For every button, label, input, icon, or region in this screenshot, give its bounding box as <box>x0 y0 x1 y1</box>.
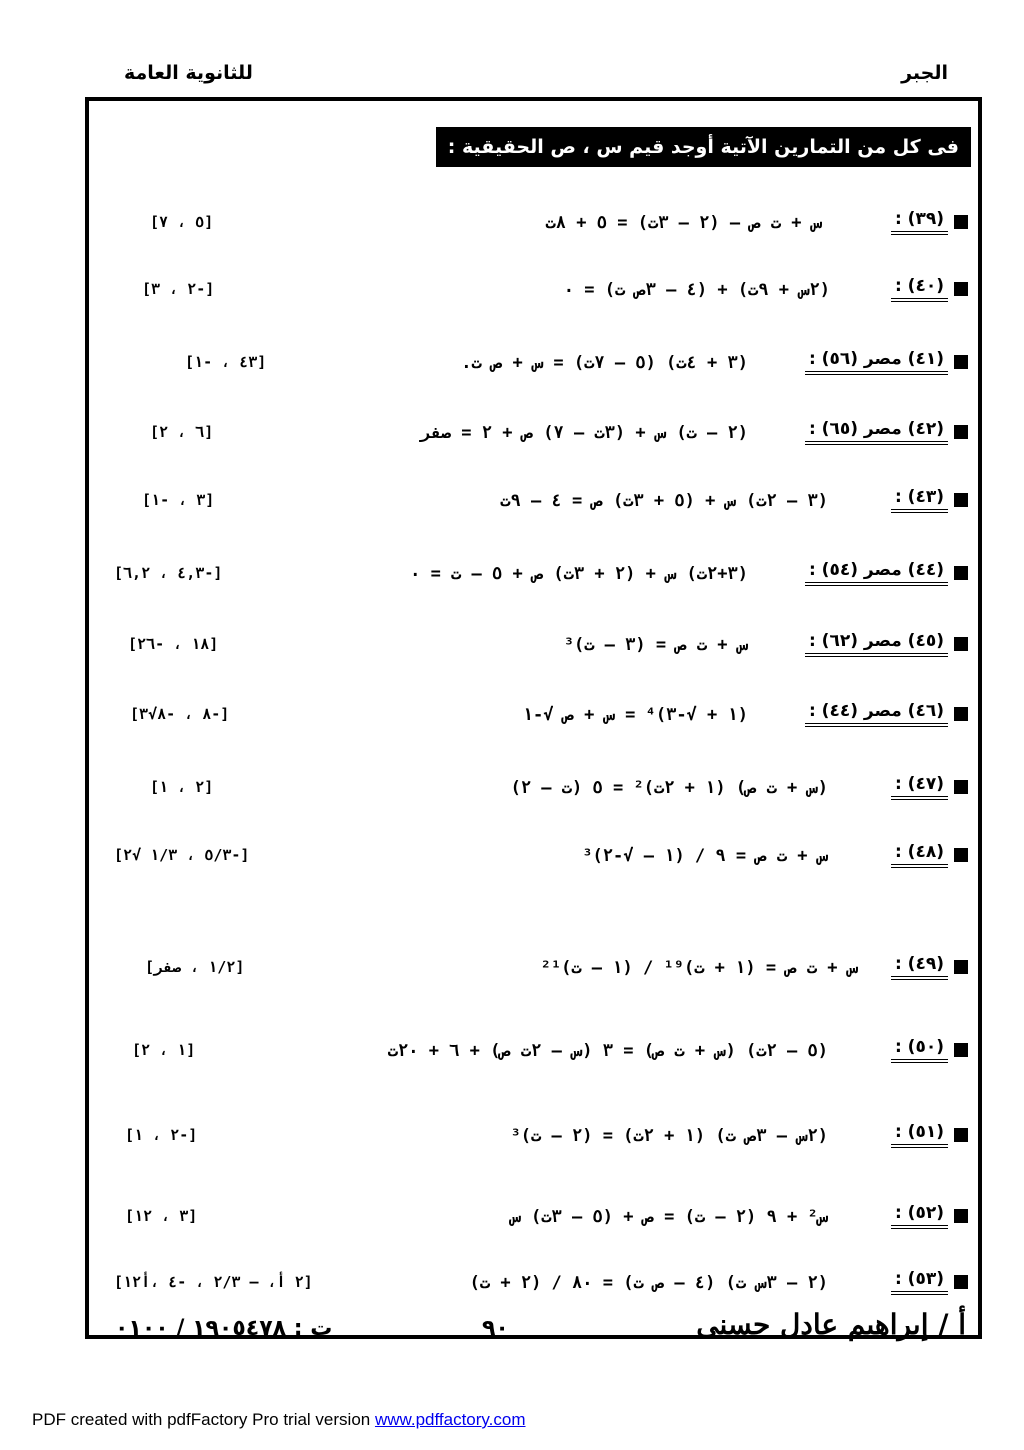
instruction-banner: فى كل من التمارين الآتية أوجد قيم س ، ص الحقيقية : <box>436 127 971 167</box>
exercise-row <box>100 272 968 316</box>
header-right-title: الجبر <box>901 62 948 84</box>
exercise-label: (٥٣) : <box>891 1269 948 1295</box>
exercise-equation: (٢ – ٣س ت) (٤ – ص ت) = ٨٠ / (٢ + ت) <box>469 1273 828 1293</box>
exercise-answer: [-٥/٣ ، ١/٣ √٢] <box>114 846 250 864</box>
exercise-answer: [٣ ، ١٢] <box>125 1207 198 1225</box>
exercise-row <box>100 345 968 389</box>
bullet-square-icon <box>954 1209 968 1223</box>
exercise-equation: (٣+٢ت) س + (٢ + ٣ت) ص + ٥ – ت = ٠ <box>410 564 748 584</box>
exercise-equation: س² + ٩ (٢ – ت) = ص + (٥ – ٣ت) س <box>510 1207 828 1227</box>
exercise-answer: [-٢ ، ١] <box>125 1126 198 1144</box>
exercise-answer: [١ ، ٢] <box>132 1041 196 1059</box>
bullet-square-icon <box>954 1043 968 1057</box>
footer-page-number: ٩٠ <box>482 1316 509 1341</box>
header-left-title: للثانوية العامة <box>124 62 253 84</box>
bullet-square-icon <box>954 707 968 721</box>
exercise-row <box>100 483 968 527</box>
exercise-equation: س + ت ص = (٣ – ت)³ <box>563 635 748 655</box>
exercise-row <box>100 1265 968 1309</box>
bullet-square-icon <box>954 425 968 439</box>
exercise-row <box>100 1199 968 1243</box>
exercise-row <box>100 1118 968 1162</box>
footer-phone: ت : ١٩٠٥٤٧٨ / ٠١٠٠ <box>115 1316 333 1341</box>
exercise-label: (٥٢) : <box>891 1203 948 1229</box>
bullet-square-icon <box>954 493 968 507</box>
exercise-answer: [-٢ ، ٣] <box>142 280 215 298</box>
exercise-equation: (٣ – ٢ت) س + (٥ + ٣ت) ص = ٤ – ٩ت <box>500 491 828 511</box>
exercise-answer: [٢ ، ١] <box>150 778 214 796</box>
exercise-label: (٤٨) : <box>891 842 948 868</box>
exercise-row <box>100 770 968 814</box>
exercise-label: (٤٥) مصر (٦٢) : <box>805 631 948 657</box>
exercise-answer: [١٨ ، -٢٦] <box>128 635 219 653</box>
exercise-answer: [٥ ، ٧] <box>150 213 214 231</box>
bullet-square-icon <box>954 282 968 296</box>
exercise-label: (٥١) : <box>891 1122 948 1148</box>
bullet-square-icon <box>954 960 968 974</box>
exercise-equation: س + ت ص = (١ + ت)¹⁹ / (١ – ت)²¹ <box>540 958 858 978</box>
exercise-equation: (٣ + ٤ت) (٥ – ٧ت) = س + ص ت. <box>461 353 748 373</box>
exercise-equation: س + ت ص = ٩ / (١ – √-٢)³ <box>582 846 828 866</box>
exercise-row <box>100 205 968 249</box>
exercise-answer: [٦ ، ٢] <box>150 423 214 441</box>
exercise-answer: [٢ أ، – ٢/٣ ، -٤ ،أ١٢] <box>114 1273 313 1291</box>
exercise-row <box>100 697 968 741</box>
exercise-label: (٤٩) : <box>891 954 948 980</box>
exercise-equation: (س + ت ص) (١ + ٢ت)² = ٥ (ت – ٢) <box>510 778 828 798</box>
exercise-answer: [١/٢ ، صفر] <box>145 958 245 976</box>
exercise-answer: [٣ ، -١] <box>142 491 215 509</box>
pdf-note-text: PDF created with pdfFactory Pro trial version <box>32 1410 371 1429</box>
exercise-label: (٤٣) : <box>891 487 948 513</box>
pdf-creator-note <box>32 1410 526 1430</box>
exercise-label: (٥٠) : <box>891 1037 948 1063</box>
exercise-answer: [-٤,٣ ، ٦,٢] <box>114 564 223 582</box>
footer-author: أ / إبراهيم عادل حسنى <box>696 1308 966 1341</box>
exercise-row <box>100 415 968 459</box>
exercise-row <box>100 950 968 994</box>
exercise-label: (٤٠) : <box>891 276 948 302</box>
exercise-row <box>100 556 968 600</box>
bullet-square-icon <box>954 1275 968 1289</box>
exercise-label: (٤٤) مصر (٥٤) : <box>805 560 948 586</box>
exercise-row <box>100 627 968 671</box>
exercise-answer: [-٨ ، -٨√٣] <box>130 705 230 723</box>
exercise-equation: (١ + √-٣)⁴ = س + ص √-١ <box>522 705 748 725</box>
exercise-label: (٤٢) مصر (٦٥) : <box>805 419 948 445</box>
pdffactory-link[interactable]: www.pdffactory.com <box>374 1410 526 1429</box>
exercise-label: (٤١) مصر (٥٦) : <box>805 349 948 375</box>
bullet-square-icon <box>954 566 968 580</box>
exercise-label: (٣٩) : <box>891 209 948 235</box>
bullet-square-icon <box>954 848 968 862</box>
exercise-equation: (٢س – ٣ص ت) (١ + ٢ت) = (٢ – ت)³ <box>510 1126 828 1146</box>
exercise-answer: [٤٣ ، -١] <box>185 353 267 371</box>
bullet-square-icon <box>954 637 968 651</box>
bullet-square-icon <box>954 780 968 794</box>
exercise-label: (٤٧) : <box>891 774 948 800</box>
exercise-row <box>100 838 968 882</box>
exercise-label: (٤٦) مصر (٤٤) : <box>805 701 948 727</box>
exercise-equation: (٢س + ٩ت) + (٤ – ٣ص ت) = ٠ <box>563 280 830 300</box>
bullet-square-icon <box>954 355 968 369</box>
bullet-square-icon <box>954 1128 968 1142</box>
bullet-square-icon <box>954 215 968 229</box>
exercise-row <box>100 1033 968 1077</box>
exercise-equation: س + ت ص – (٢ – ٣ت) = ٥ + ٨ت <box>545 213 822 233</box>
exercise-equation: (٢ – ت) س + (٣ت – ٧) ص + ٢ = صفر <box>420 423 748 443</box>
exercise-equation: (٥ – ٢ت) (س + ت ص) = ٣ (س – ٢ت ص) + ٦ + ٢٠ت <box>387 1041 828 1061</box>
